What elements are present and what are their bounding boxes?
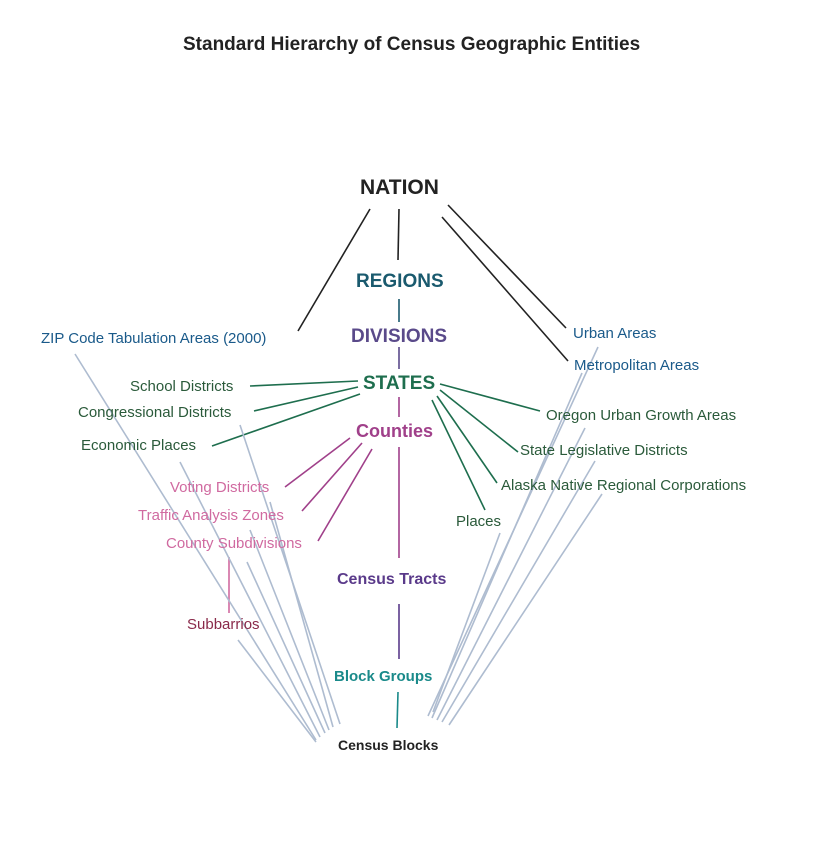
edge-states-to-economic-places <box>212 394 360 446</box>
node-county-subdivisions: County Subdivisions <box>166 535 302 552</box>
node-regions: REGIONS <box>356 271 444 292</box>
edge-nation-to-regions <box>398 209 399 260</box>
edge-states-to-oregon-ugas <box>440 384 540 411</box>
edge-traffic-to-blocks <box>250 530 329 730</box>
node-state-legislative-districts: State Legislative Districts <box>520 442 688 459</box>
node-nation: NATION <box>360 176 439 199</box>
node-block-groups: Block Groups <box>334 668 433 685</box>
edge-counties-to-traffic-zones <box>302 443 362 511</box>
edge-places-to-blocks <box>433 533 500 712</box>
node-places: Places <box>456 513 502 530</box>
edge-states-to-school-districts <box>250 381 358 386</box>
node-traffic-analysis-zones: Traffic Analysis Zones <box>138 507 284 524</box>
node-alaska-native-regional-corporations: Alaska Native Regional Corporations <box>501 477 747 494</box>
node-metropolitan-areas: Metropolitan Areas <box>574 357 700 374</box>
node-economic-places: Economic Places <box>81 437 197 454</box>
node-zip-code-tabulation-areas: ZIP Code Tabulation Areas (2000) <box>41 330 267 347</box>
hierarchy-edges <box>75 205 602 742</box>
edge-legislative-to-blocks <box>442 461 595 722</box>
edge-oregon-to-blocks <box>437 428 585 720</box>
edge-states-to-congressional-districts <box>254 387 358 411</box>
edge-nation-to-metropolitan-areas <box>442 217 568 361</box>
node-census-blocks: Census Blocks <box>338 737 439 753</box>
node-school-districts: School Districts <box>130 378 234 395</box>
node-oregon-urban-growth-areas: Oregon Urban Growth Areas <box>546 407 737 424</box>
node-census-tracts: Census Tracts <box>337 571 447 588</box>
node-urban-areas: Urban Areas <box>573 325 657 342</box>
node-counties: Counties <box>356 421 434 441</box>
edge-counties-to-voting-districts <box>285 438 350 487</box>
edge-metropolitan-to-blocks <box>432 373 582 718</box>
diagram-title: Standard Hierarchy of Census Geographic Entities <box>183 34 641 55</box>
node-congressional-districts: Congressional Districts <box>78 404 232 421</box>
edge-nation-to-zip <box>298 209 370 331</box>
node-subbarrios: Subbarrios <box>187 616 260 633</box>
edge-subbarrios-to-blocks <box>238 640 316 742</box>
edge-nation-to-urban-areas <box>448 205 566 328</box>
node-divisions: DIVISIONS <box>351 326 448 347</box>
edge-block-groups-to-blocks <box>397 692 398 728</box>
edge-states-to-alaska-corporations <box>437 396 497 483</box>
node-voting-districts: Voting Districts <box>170 479 270 496</box>
node-states: STATES <box>363 373 436 394</box>
